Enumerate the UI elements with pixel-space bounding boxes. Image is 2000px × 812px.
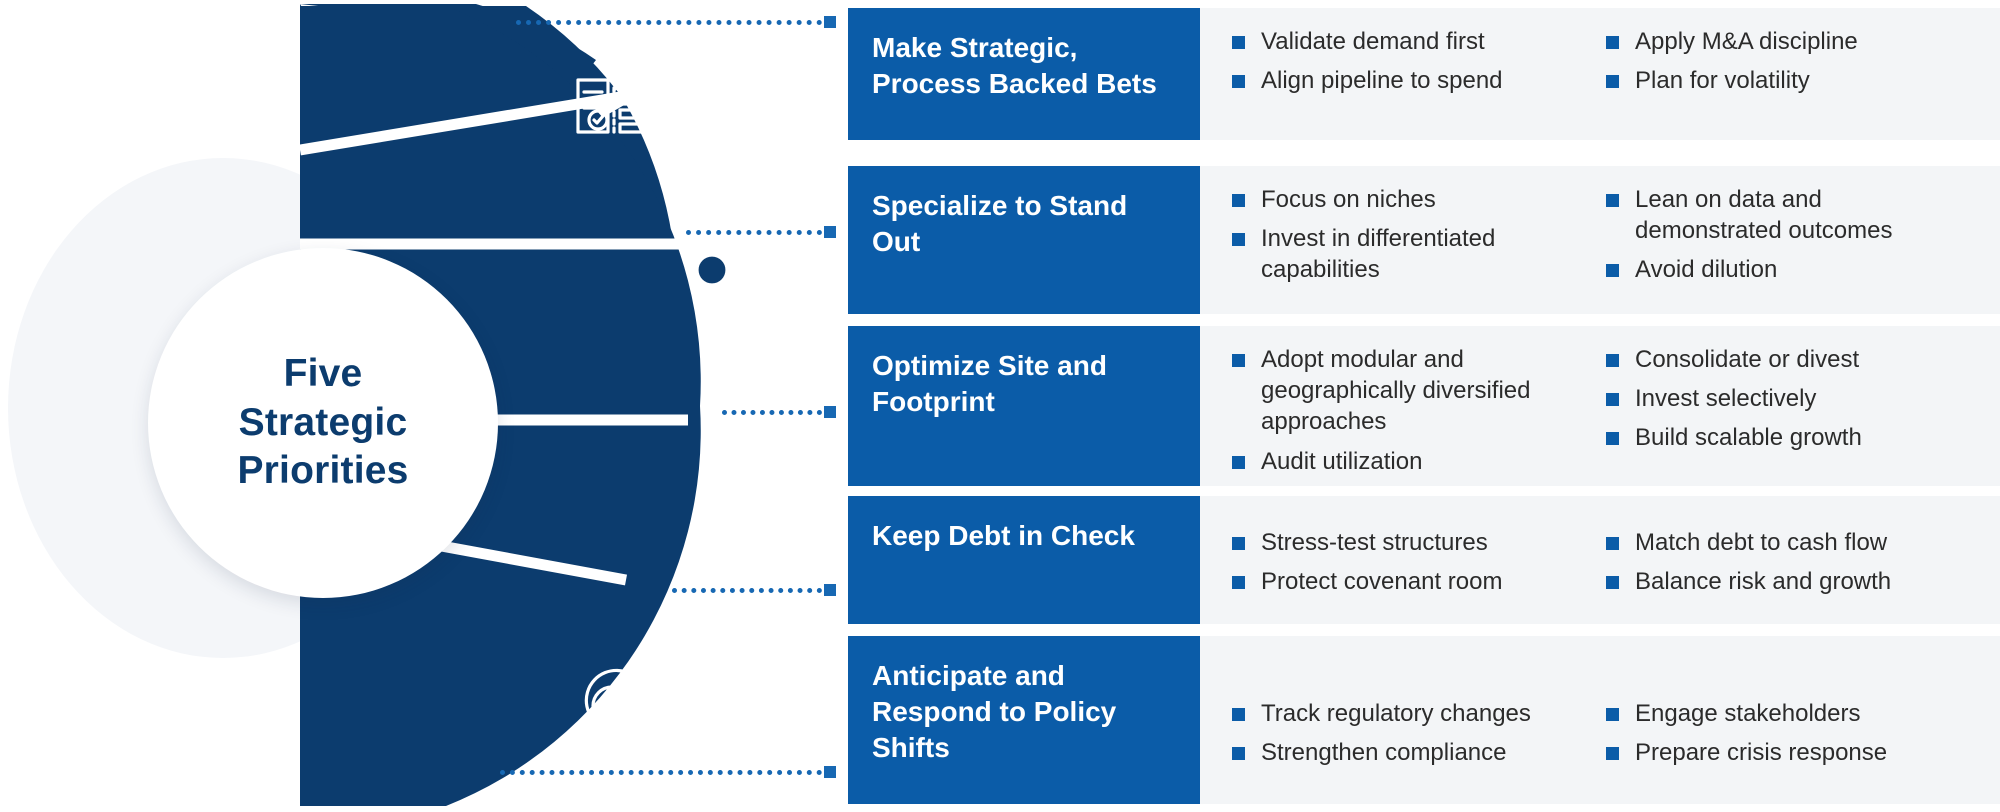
list-item [1232, 65, 1592, 96]
bullet-text: Balance risk and growth [1635, 568, 1892, 595]
list-item [1606, 737, 1966, 768]
bullet-square-icon [1232, 456, 1245, 469]
bullet-text: Prepare crisis response [1635, 739, 1888, 767]
bullet-text: Invest selectively [1635, 385, 1817, 413]
bullet-square-icon [1606, 747, 1619, 760]
bullet-text: Consolidate or divest [1635, 346, 1860, 373]
head-compass-icon [566, 660, 662, 756]
priority-row-4-right-column [1606, 527, 1980, 605]
connector-cap-4 [824, 584, 836, 596]
list-item [1232, 223, 1592, 285]
bullet-square-icon [1232, 537, 1245, 550]
bullet-square-icon [1232, 233, 1245, 246]
list-item [1232, 737, 1592, 768]
bullet-square-icon [1232, 354, 1245, 367]
bullet-square-icon [1606, 708, 1619, 721]
connector-cap-5 [824, 766, 836, 778]
priority-row-3-right-column [1606, 344, 1980, 468]
connector-cap-3 [824, 406, 836, 418]
bullet-square-icon [1232, 747, 1245, 760]
bullet-text: Build scalable growth [1635, 424, 1862, 452]
bullet-text: Match debt to cash flow [1635, 528, 1888, 556]
bullet-text: Adopt modular and geographically diversified approaches [1261, 346, 1531, 436]
priority-row-4 [848, 496, 2000, 624]
list-item [1606, 344, 1966, 375]
priority-row-5-title: Anticipate and Respond to Policy Shifts [848, 636, 1200, 804]
connector-cap-2 [824, 226, 836, 238]
bullet-text: Audit utilization [1261, 447, 1423, 475]
list-item [1232, 184, 1592, 215]
priority-row-5-body [1200, 636, 2000, 804]
list-item [1232, 26, 1592, 57]
bullet-text: Stress-test structures [1261, 528, 1488, 556]
list-item [1606, 383, 1966, 414]
priority-row-2 [848, 166, 2000, 314]
priority-row-2-body [1200, 166, 2000, 314]
list-item [1606, 698, 1966, 729]
list-item [1232, 698, 1592, 729]
priority-row-3-title: Optimize Site and Footprint [848, 326, 1200, 486]
priority-row-4-title: Keep Debt in Check [848, 496, 1200, 624]
gear-bar-chart-icon [728, 374, 824, 470]
bullet-text: Validate demand first [1261, 28, 1485, 55]
priority-row-1-body [1200, 8, 2000, 140]
list-item [1606, 422, 1966, 453]
list-item [1232, 566, 1592, 597]
connector-dots-5 [500, 770, 822, 775]
priority-row-4-body [1200, 496, 2000, 624]
bullet-text: Engage stakeholders [1635, 700, 1861, 727]
bullet-square-icon [1232, 708, 1245, 721]
hub-title-line-2: Strategic [238, 400, 408, 444]
bullet-square-icon [1606, 194, 1619, 207]
list-item [1232, 446, 1592, 477]
bullet-text: Protect covenant room [1261, 568, 1503, 595]
list-item [1232, 527, 1592, 558]
connector-line-2 [686, 226, 836, 238]
connector-line-4 [672, 584, 836, 596]
list-item [1606, 566, 1966, 597]
connector-dots-4 [672, 588, 822, 593]
connector-line-1 [516, 16, 836, 28]
priority-row-2-title: Specialize to Stand Out [848, 166, 1200, 314]
priority-row-3-body [1200, 326, 2000, 486]
priority-row-1-left-column [1232, 26, 1606, 122]
connector-line-5 [500, 766, 836, 778]
hub-title-line-1: Five [283, 351, 363, 395]
priority-row-2-left-column [1232, 184, 1606, 296]
hub-center [148, 248, 498, 598]
list-item [1606, 184, 1966, 246]
priority-row-5-right-column [1606, 698, 1980, 786]
priority-row-3 [848, 326, 2000, 486]
list-item [1606, 254, 1966, 285]
list-item [1232, 344, 1592, 438]
priority-row-4-left-column [1232, 527, 1606, 605]
bullet-text: Strengthen compliance [1261, 739, 1507, 767]
debt-block-label: DEBT [736, 605, 772, 620]
list-item [1606, 26, 1966, 57]
bullet-square-icon [1606, 393, 1619, 406]
priority-row-1 [848, 8, 2000, 140]
list-item [1606, 65, 1966, 96]
priority-row-5 [848, 636, 2000, 804]
bullet-square-icon [1606, 264, 1619, 277]
priority-row-2-right-column [1606, 184, 1980, 296]
bullet-square-icon [1232, 576, 1245, 589]
bullet-square-icon [1606, 36, 1619, 49]
hub-title [237, 350, 408, 496]
bullet-square-icon [1232, 36, 1245, 49]
bullet-text: Track regulatory changes [1261, 700, 1531, 727]
bullet-square-icon [1232, 194, 1245, 207]
priority-row-1-right-column [1606, 26, 1980, 122]
bullet-text: Apply M&A discipline [1635, 28, 1858, 55]
priority-rows [848, 0, 2000, 812]
bullet-text: Invest in differentiated capabilities [1261, 225, 1496, 284]
bullet-square-icon [1232, 75, 1245, 88]
connector-dots-3 [722, 410, 822, 415]
bullet-square-icon [1606, 75, 1619, 88]
priority-row-3-left-column [1232, 344, 1606, 475]
bullet-square-icon [1606, 576, 1619, 589]
bullet-square-icon [1606, 537, 1619, 550]
connector-cap-1 [824, 16, 836, 28]
connector-dots-2 [686, 230, 822, 235]
document-checklist-gear-icon [568, 58, 664, 154]
bullet-text: Plan for volatility [1635, 67, 1810, 95]
bullet-text: Avoid dilution [1635, 256, 1778, 284]
bullet-text: Focus on niches [1261, 186, 1436, 213]
bullet-text: Align pipeline to spend [1261, 67, 1503, 95]
bullet-square-icon [1606, 432, 1619, 445]
bullet-text: Lean on data and demonstrated outcomes [1635, 186, 1893, 245]
connector-line-3 [722, 406, 836, 418]
list-item [1606, 527, 1966, 558]
bullet-square-icon [1606, 354, 1619, 367]
hub-graphic [0, 0, 840, 812]
connector-dots-1 [516, 20, 822, 25]
priority-row-5-left-column [1232, 698, 1606, 786]
priority-row-1-title: Make Strategic, Process Backed Bets [848, 8, 1200, 140]
hub-title-line-3: Priorities [237, 449, 409, 493]
